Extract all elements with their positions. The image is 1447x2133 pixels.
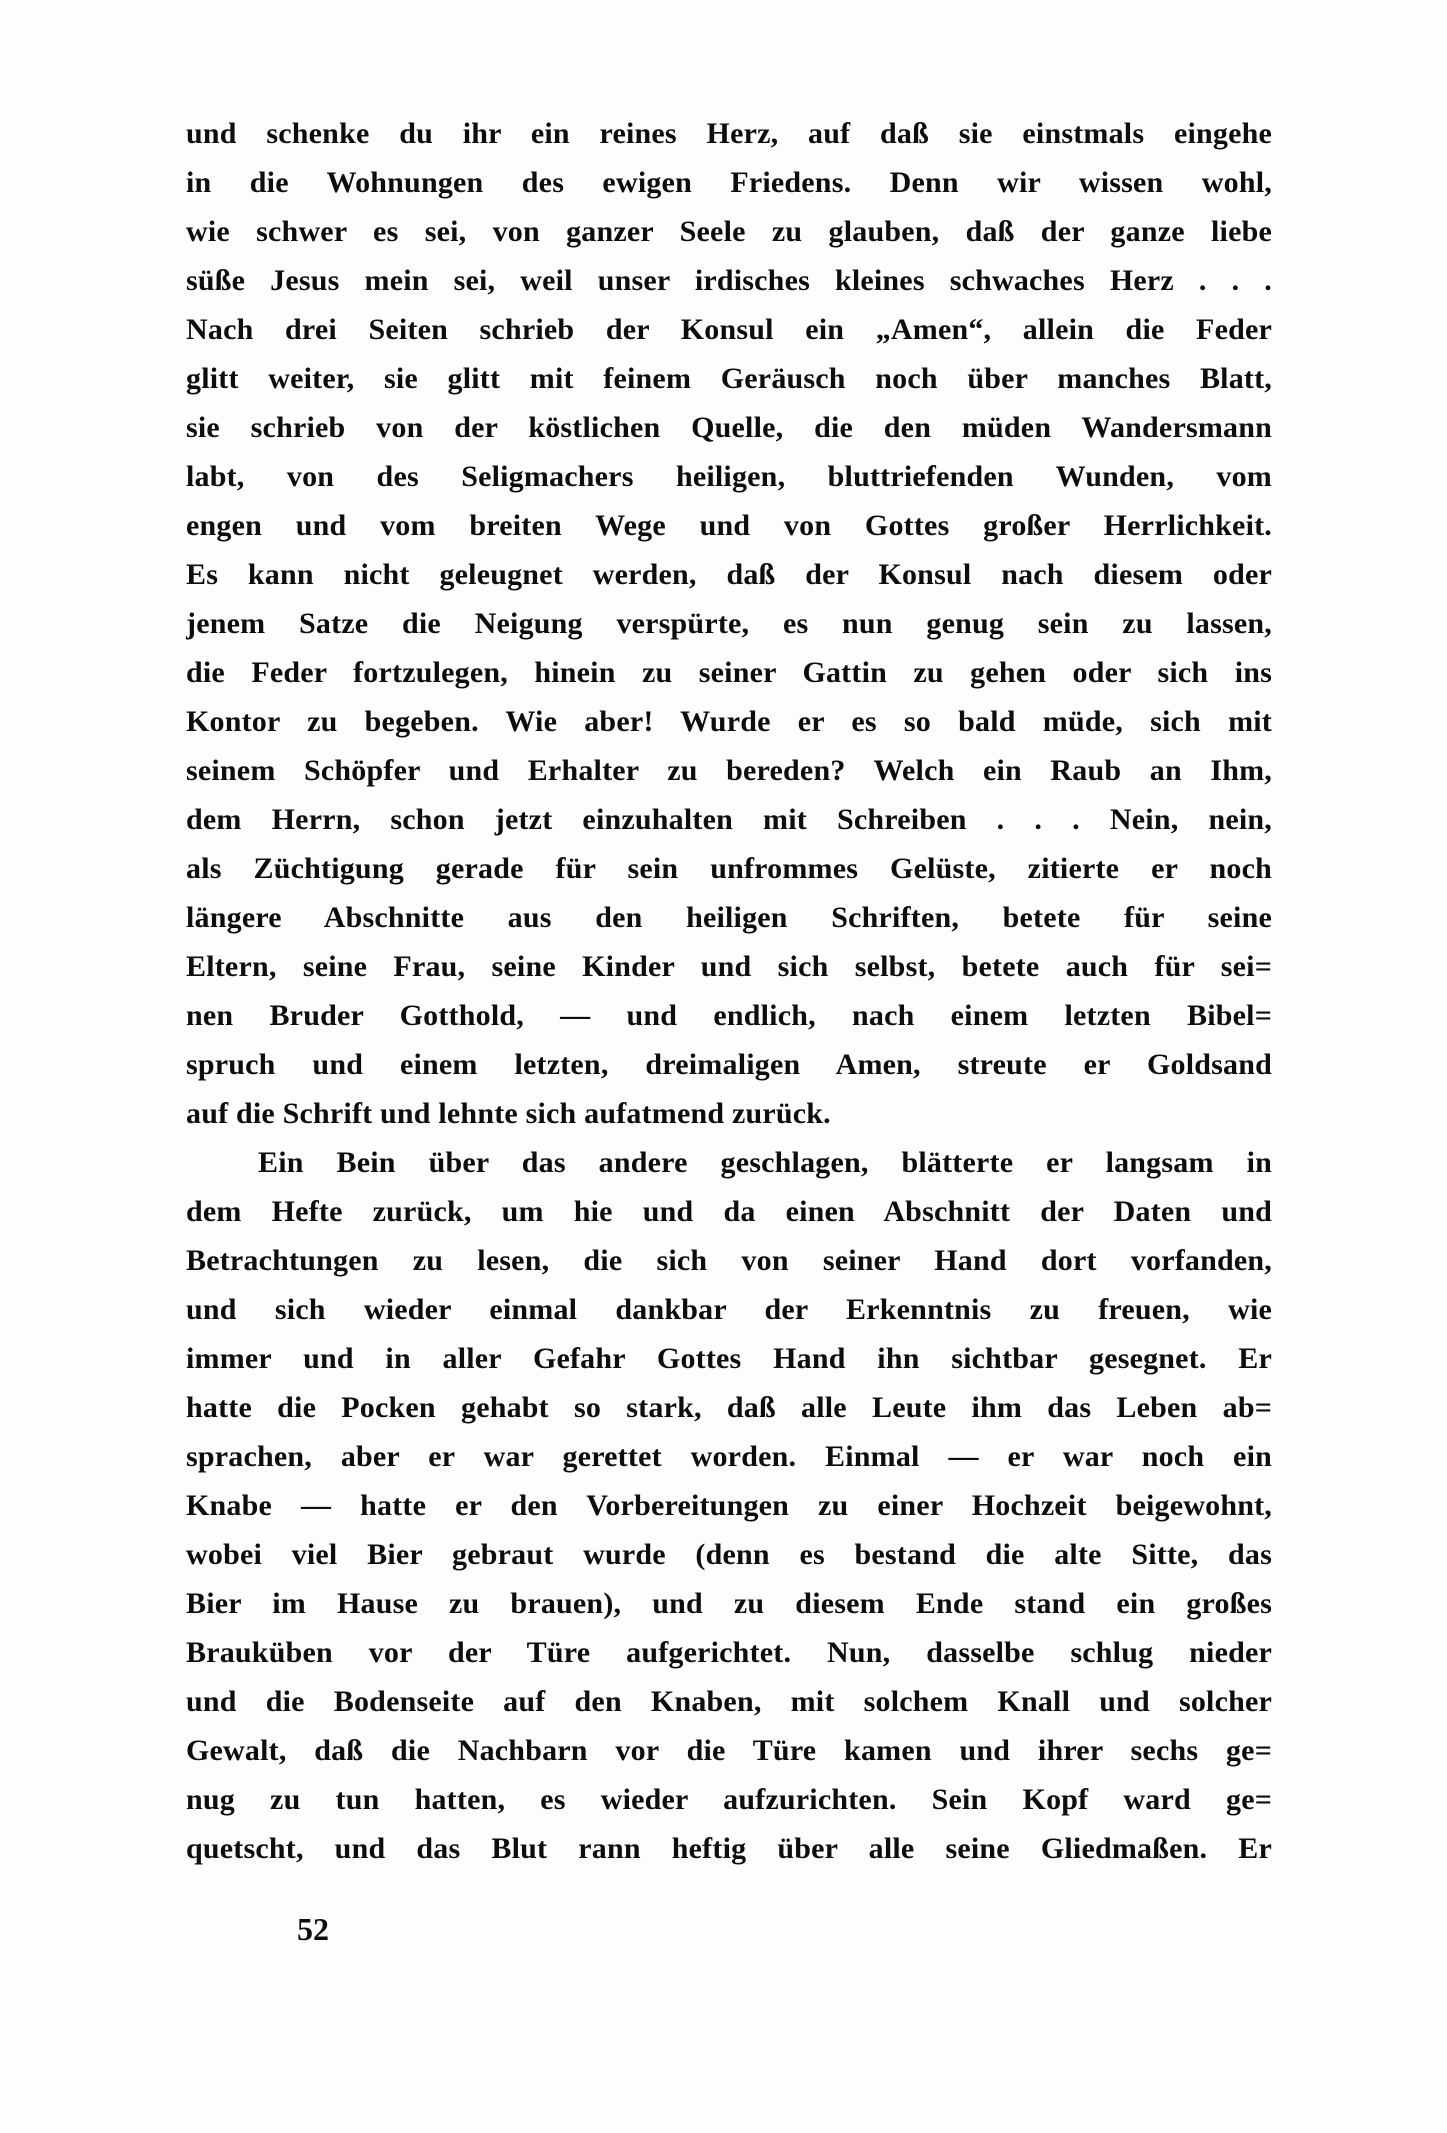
text-line: sprachen, aber er war gerettet worden. Einmal — er war noch ein — [186, 1440, 1272, 1473]
paragraph — [186, 109, 1272, 1138]
text-line: und schenke du ihr ein reines Herz, auf daß sie einstmals eingehe — [186, 117, 1272, 150]
text-line: jenem Satze die Neigung verspürte, es nun genug sein zu lassen, — [186, 607, 1272, 640]
text-line: Betrachtungen zu lesen, die sich von seiner Hand dort vorfanden, — [186, 1244, 1272, 1277]
text-line: und sich wieder einmal dankbar der Erkenntnis zu freuen, wie — [186, 1293, 1272, 1326]
text-line: wobei viel Bier gebraut wurde (denn es bestand die alte Sitte, das — [186, 1538, 1272, 1571]
text-line: nug zu tun hatten, es wieder aufzurichten. Sein Kopf ward ge= — [186, 1783, 1272, 1816]
text-line: in die Wohnungen des ewigen Friedens. Denn wir wissen wohl, — [186, 166, 1272, 199]
text-line: labt, von des Seligmachers heiligen, bluttriefenden Wunden, vom — [186, 460, 1272, 493]
text-line: Gewalt, daß die Nachbarn vor die Türe kamen und ihrer sechs ge= — [186, 1734, 1272, 1767]
page-text-block — [186, 109, 1272, 1873]
paragraph — [186, 1138, 1272, 1873]
text-line: Kontor zu begeben. Wie aber! Wurde er es so bald müde, sich mit — [186, 705, 1272, 738]
text-line: Bier im Hause zu brauen), und zu diesem Ende stand ein großes — [186, 1587, 1272, 1620]
text-line: süße Jesus mein sei, weil unser irdisches kleines schwaches Herz . . . — [186, 264, 1272, 297]
text-line: auf die Schrift und lehnte sich aufatmend zurück. — [186, 1097, 831, 1130]
text-line: seinem Schöpfer und Erhalter zu bereden? Welch ein Raub an Ihm, — [186, 754, 1272, 787]
text-line: spruch und einem letzten, dreimaligen Amen, streute er Goldsand — [186, 1048, 1272, 1081]
page-number: 52 — [297, 1911, 329, 1947]
text-line: als Züchtigung gerade für sein unfrommes Gelüste, zitierte er noch — [186, 852, 1272, 885]
text-line: Ein Bein über das andere geschlagen, blätterte er langsam in — [258, 1146, 1272, 1179]
text-line: dem Herrn, schon jetzt einzuhalten mit Schreiben . . . Nein, nein, — [186, 803, 1272, 836]
text-line: glitt weiter, sie glitt mit feinem Geräusch noch über manches Blatt, — [186, 362, 1272, 395]
text-line: nen Bruder Gotthold, — und endlich, nach einem letzten Bibel= — [186, 999, 1272, 1032]
text-line: sie schrieb von der köstlichen Quelle, die den müden Wandersmann — [186, 411, 1272, 444]
text-line: längere Abschnitte aus den heiligen Schriften, betete für seine — [186, 901, 1272, 934]
text-line: hatte die Pocken gehabt so stark, daß alle Leute ihm das Leben ab= — [186, 1391, 1272, 1424]
text-line: Knabe — hatte er den Vorbereitungen zu einer Hochzeit beigewohnt, — [186, 1489, 1272, 1522]
text-line: Brauküben vor der Türe aufgerichtet. Nun, dasselbe schlug nieder — [186, 1636, 1272, 1669]
text-line: Es kann nicht geleugnet werden, daß der Konsul nach diesem oder — [186, 558, 1272, 591]
text-line: engen und vom breiten Wege und von Gottes großer Herrlichkeit. — [186, 509, 1272, 542]
text-line: und die Bodenseite auf den Knaben, mit solchem Knall und solcher — [186, 1685, 1272, 1718]
text-line: wie schwer es sei, von ganzer Seele zu glauben, daß der ganze liebe — [186, 215, 1272, 248]
text-line: immer und in aller Gefahr Gottes Hand ihn sichtbar gesegnet. Er — [186, 1342, 1272, 1375]
text-line: dem Hefte zurück, um hie und da einen Abschnitt der Daten und — [186, 1195, 1272, 1228]
text-line: die Feder fortzulegen, hinein zu seiner Gattin zu gehen oder sich ins — [186, 656, 1272, 689]
text-line: Eltern, seine Frau, seine Kinder und sich selbst, betete auch für sei= — [186, 950, 1272, 983]
text-line: Nach drei Seiten schrieb der Konsul ein „Amen“, allein die Feder — [186, 313, 1272, 346]
text-line: quetscht, und das Blut rann heftig über alle seine Gliedmaßen. Er — [186, 1832, 1272, 1865]
